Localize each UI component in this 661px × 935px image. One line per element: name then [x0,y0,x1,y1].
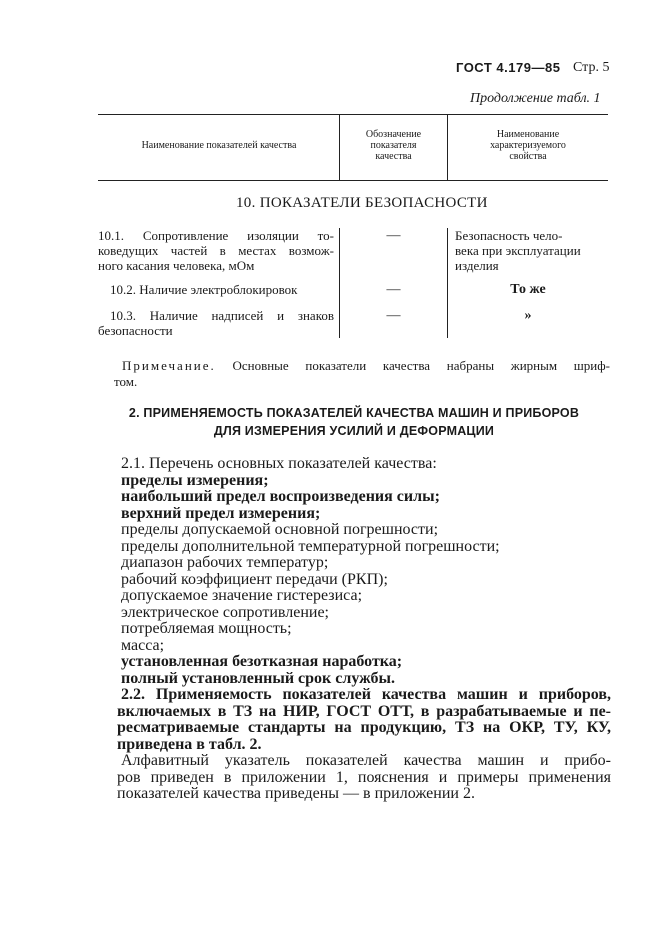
list-item: наибольший предел воспроизведения силы; [121,488,440,505]
table-row-symbol: — [386,308,401,323]
paragraph-2-3: Алфавитный указатель показателей качества машин и прибо- ров приведен в приложении 1, пояснения и примеры применения показателей качества приведены — в приложении 2. [117,752,611,802]
section-body [117,455,611,803]
table-row-property: » [524,308,532,323]
table-section-title: 10. ПОКАЗАТЕЛИ БЕЗОПАСНОСТИ [236,195,488,211]
list-intro: 2.1. Перечень основных показателей качества: [121,455,437,472]
column-header-property: Наименование характеризуемого свойства [490,129,566,162]
list-item: диапазон рабочих температур; [121,554,329,571]
table-row-name: 10.2. Наличие электроблокировок [110,282,298,297]
list-item: пределы измерения; [121,471,269,489]
table-column-divider [339,114,340,181]
document-id: ГОСТ 4.179—85 [456,60,561,75]
list-item: масса; [121,636,165,654]
table-column-divider [447,228,448,338]
table-row-name: 10.1. Сопротивление изоляции то- коведущих частей в местах возмож- ного касания человека, мОм [98,228,334,273]
list-item: верхний предел измерения; [121,504,321,522]
list-item: рабочий коэффициент передачи (РКП); [121,570,388,588]
table-header-border [98,180,608,181]
list-item: пределы дополнительной температурной погрешности; [121,537,500,555]
indicator-list [121,473,611,688]
note-label: Примечание. [122,358,216,373]
page-number: Стр. 5 [573,60,610,75]
note-text: Основные показатели качества набраны жирным шриф- [232,358,611,373]
list-item: пределы допускаемой основной погрешности; [121,521,439,538]
paragraph-2-2: 2.2. Применяемость показателей качества машин и приборов, включаемых в ТЗ на НИР, ГОСТ ОТТ, в разрабатываемые и пе- ресматриваемые стандарты на продукцию, ТЗ на ОКР, ТУ, КУ, приведена в табл. 2. [117,686,611,753]
list-item: установленная безотказная наработка; [121,653,403,670]
column-header-name: Наименование показателей качества [141,140,297,151]
column-header-symbol: Обозначение показателя качества [365,129,422,162]
table-column-divider [339,228,340,338]
list-item: допускаемое значение гистерезиса; [121,587,363,604]
table-row-symbol: — [386,228,401,243]
table-row-symbol: — [386,282,401,297]
section-heading: 2. ПРИМЕНЯЕМОСТЬ ПОКАЗАТЕЛЕЙ КАЧЕСТВА МАШИН И ПРИБОРОВ ДЛЯ ИЗМЕРЕНИЯ УСИЛИЙ И ДЕФОРМАЦИИ [128,406,580,438]
table-continuation-label: Продолжение табл. 1 [470,91,601,106]
table-row-property: То же [510,282,546,297]
list-item: электрическое сопротивление; [121,603,329,621]
table-note: Примечание. Основные показатели качества набраны жирным шриф- том. [114,358,611,389]
list-item: полный установленный срок службы. [121,669,396,687]
table-row-name: 10.3. Наличие надписей и знаков безопасности [98,308,334,338]
table-row-property: Безопасность чело- века при эксплуатации изделия [455,228,581,273]
list-item: потребляемая мощность; [121,620,292,637]
table-column-divider [447,114,448,181]
table-top-border [98,114,608,115]
